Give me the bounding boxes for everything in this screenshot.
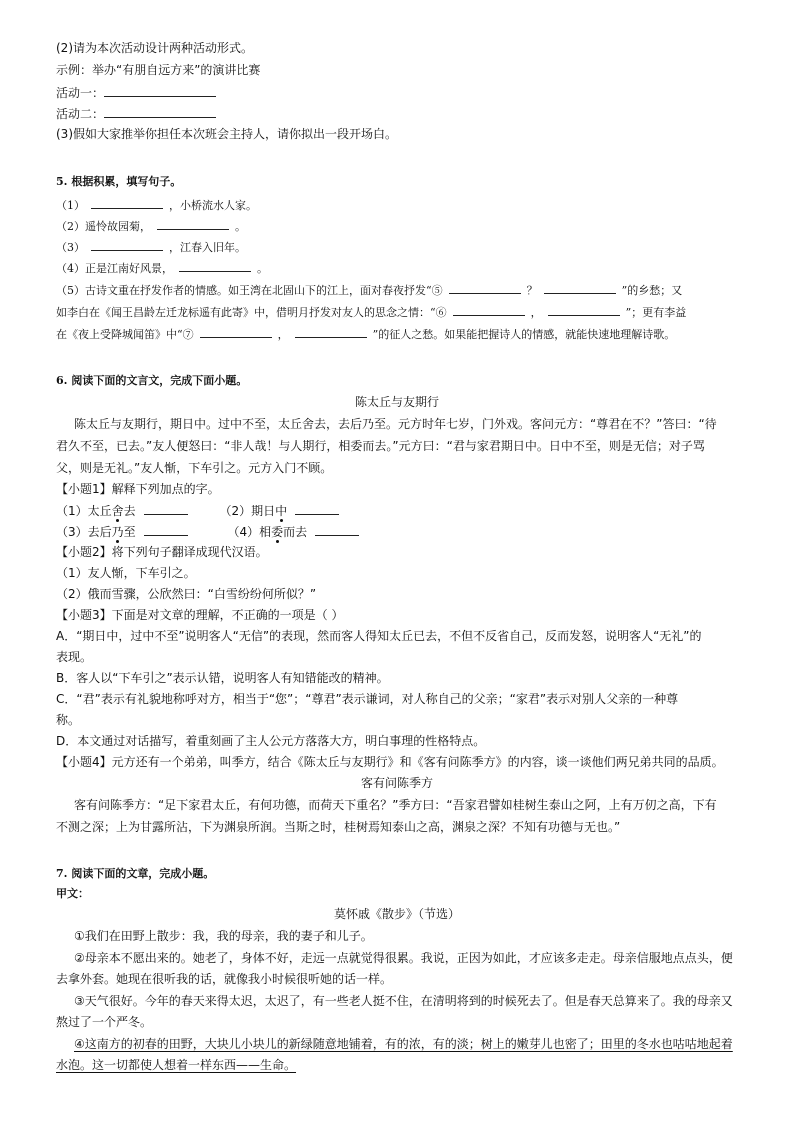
q5-blank-7b[interactable] — [295, 325, 367, 338]
q7-para-2-line-1: ②母亲本不愿出来的。她老了，身体不好，走远一点就觉得很累。我说，正因为如此，才应该多走走。母亲信服地点点头，便 — [74, 951, 733, 965]
q7-para-3-line-1: ③天气很好。今年的春天来得太迟，太迟了，有一些老人挺不住，在清明将到的时候死去了。但是春天总算来了。我的母亲又 — [74, 994, 733, 1008]
sub1-item-1-dotted: 舍 — [111, 504, 124, 518]
activity-2-label: 活动二： — [56, 107, 105, 121]
q6-sub1-title: 【小题1】解释下列加点的字。 — [56, 482, 220, 496]
sub1-item-4-dotted: 委 — [271, 525, 284, 539]
q5-l5-q: ？ — [526, 284, 538, 297]
q5-line-4 — [56, 259, 268, 277]
q4-example: 示例：举办“有朋自远方来”的演讲比赛 — [56, 63, 261, 77]
sub1-item-1-end: 去 — [123, 504, 136, 518]
q4-part3: (3)假如大家推举你担任本次班会主持人，请你拟出一段开场白。 — [56, 127, 398, 141]
q6-sub4-title: 【小题4】元方还有一个弟弟，叫季方，结合《陈太丘与友期行》和《客有问陈季方》的内容，谈一谈他们两兄弟共同的品质。 — [56, 755, 724, 769]
q5-title: 5. 根据积累，填写句子。 — [56, 175, 182, 188]
sub1-item-1: （1）太丘 — [56, 504, 112, 518]
q5-blank-5a[interactable] — [449, 281, 521, 294]
activity-1-blank[interactable] — [104, 84, 216, 97]
q5-blank-2[interactable] — [157, 217, 229, 230]
q5-blank-6b[interactable] — [548, 303, 620, 316]
sub1-blank-3[interactable] — [144, 523, 188, 536]
q6-option-a-line-1: A．“期日中，过中不至”说明客人“无信”的表现，然而客人得知太丘已去，不但不反省自己，反而发怒，说明客人“无礼”的 — [56, 629, 702, 643]
q6-sub2-title: 【小题2】将下列句子翻译成现代汉语。 — [56, 545, 268, 559]
q6-passage2-line-2: 不测之深；上为甘露所沾，下为渊泉所润。当斯之时，桂树焉知泰山之高，渊泉之深？不知有功德与无也。” — [56, 820, 621, 834]
sub1-item-2: （2）期日 — [219, 504, 276, 518]
sub1-item-3-end: 至 — [123, 525, 136, 539]
q5-line-3 — [56, 238, 246, 256]
q5-line-1 — [56, 196, 257, 214]
q5-l3-num: （3） — [56, 241, 85, 254]
q5-blank-4[interactable] — [179, 259, 251, 272]
q6-passage2-line-1: 客有问陈季方：“足下家君太丘，有何功德，而荷天下重名？”季方曰：“吾家君譬如桂树生泰山之阿，上有万仞之高，下有 — [74, 798, 717, 812]
q5-blank-5b[interactable] — [544, 281, 616, 294]
q5-l5-text: （5）古诗文重在抒发作者的情感。如王湾在北固山下的江上，面对春夜抒发“⑤ — [56, 284, 443, 297]
q5-l2-text: （2）遥怜故园菊， — [56, 220, 151, 233]
q5-l7-end: ”的征人之愁。如果能把握诗人的情感，就能快速地理解诗歌。 — [372, 328, 676, 341]
q6-option-a-line-2: 表现。 — [56, 650, 93, 664]
sub1-blank-2[interactable] — [295, 502, 339, 515]
q4-activity-2 — [56, 105, 216, 122]
q6-option-b: B．客人以“下车引之”表示认错，说明客人有知错能改的精神。 — [56, 671, 389, 685]
q6-passage-line-1: 陈太丘与友期行，期日中。过中不至，太丘舍去，去后乃至。元方时年七岁，门外戏。客问元方：“尊君在不？”答曰：“待 — [74, 417, 717, 431]
q5-l6-comma: ， — [530, 306, 542, 319]
q6-option-d: D．本文通过对话描写，着重刻画了主人公元方落落大方，明白事理的性格特点。 — [56, 734, 486, 748]
q6-option-c-line-2: 称。 — [56, 713, 81, 727]
q5-l3-text: ，江春入旧年。 — [169, 241, 246, 254]
q5-l6-end: ”；更有李益 — [625, 306, 687, 319]
sub1-item-2-dotted: 中 — [275, 504, 288, 518]
q5-blank-7a[interactable] — [200, 325, 272, 338]
q6-passage-title: 陈太丘与友期行 — [354, 395, 439, 409]
sub1-blank-4[interactable] — [315, 523, 359, 536]
q7-para-3-line-2: 熬过了一个严冬。 — [56, 1015, 153, 1029]
q6-passage-line-3: 父，则是无礼。”友人惭，下车引之。元方入门不顾。 — [56, 461, 333, 475]
q5-line-7 — [56, 325, 675, 343]
q7-para-2-line-2: 去拿外套。她现在很听我的话，就像我小时候很听她的话一样。 — [56, 972, 393, 986]
q5-blank-3[interactable] — [91, 238, 163, 251]
q6-sub1-items-row-2 — [56, 523, 367, 540]
q5-line-6 — [56, 303, 686, 321]
q5-l7-comma: ， — [277, 328, 289, 341]
q6-passage2-title: 客有问陈季方 — [360, 776, 433, 790]
q5-line-2 — [56, 217, 246, 235]
q5-l1-num: （1） — [56, 199, 85, 212]
q7-para-4-line-2: 水泡。这一切都使人想着一样东西——生命。 — [56, 1058, 297, 1072]
q5-l7-text: 在《夜上受降城闻笛》中“⑦ — [56, 328, 194, 341]
sub1-item-3-dotted: 乃 — [111, 525, 124, 539]
q7-para-1: ①我们在田野上散步：我，我的母亲，我的妻子和儿子。 — [74, 929, 373, 943]
q6-passage-line-2: 君久不至，已去。”友人便怒曰：“非人哉！与人期行，相委而去。”元方曰：“君与家君期日中。日中不至，则是无信；对子骂 — [56, 439, 705, 453]
sub1-item-4: （4）相 — [227, 525, 272, 539]
q4-part2: (2)请为本次活动设计两种活动形式。 — [56, 41, 253, 55]
q5-blank-6a[interactable] — [453, 303, 525, 316]
q4-activity-1 — [56, 84, 216, 101]
q6-sub3-title: 【小题3】下面是对文章的理解，不正确的一项是（ ） — [56, 608, 344, 622]
q6-sub2-item-2: （2）俄而雪骤，公欣然曰：“白雪纷纷何所似？” — [56, 587, 317, 601]
q6-sub1-items-row-1 — [56, 502, 347, 519]
q5-l6-text: 如李白在《闻王昌龄左迁龙标遥有此寄》中，借明月抒发对友人的思念之情：“⑥ — [56, 306, 447, 319]
sub1-item-4-end: 而去 — [283, 525, 308, 539]
q5-l4-text: （4）正是江南好风景， — [56, 262, 173, 275]
q6-option-c-line-1: C．“君”表示有礼貌地称呼对方，相当于“您”；“尊君”表示谦词，对人称自己的父亲；“家君”表示对别人父亲的一种尊 — [56, 692, 679, 706]
activity-2-blank[interactable] — [104, 105, 216, 118]
q6-sub2-item-1: （1）友人惭，下车引之。 — [56, 566, 196, 580]
q5-l1-text: ，小桥流水人家。 — [169, 199, 257, 212]
q5-l4-end: 。 — [257, 262, 268, 275]
q7-passage-title: 莫怀戚《散步》（节选） — [333, 907, 460, 921]
q7-jia-label: 甲文： — [56, 887, 89, 900]
sub1-item-3: （3）去后 — [56, 525, 112, 539]
q5-blank-1[interactable] — [91, 196, 163, 209]
activity-1-label: 活动一： — [56, 86, 105, 100]
q7-para-4-line-1: ④这南方的初春的田野，大块儿小块儿的新绿随意地铺着，有的浓，有的淡；树上的嫩芽儿也密了；田里的冬水也咕咕地起着 — [74, 1037, 733, 1051]
q6-title: 6. 阅读下面的文言文，完成下面小题。 — [56, 374, 248, 387]
q7-title: 7. 阅读下面的文章，完成小题。 — [56, 867, 215, 880]
sub1-blank-1[interactable] — [144, 502, 188, 515]
q5-l2-end: 。 — [235, 220, 246, 233]
q5-l5-end: ”的乡愁；又 — [621, 284, 683, 297]
q5-line-5 — [56, 281, 682, 299]
